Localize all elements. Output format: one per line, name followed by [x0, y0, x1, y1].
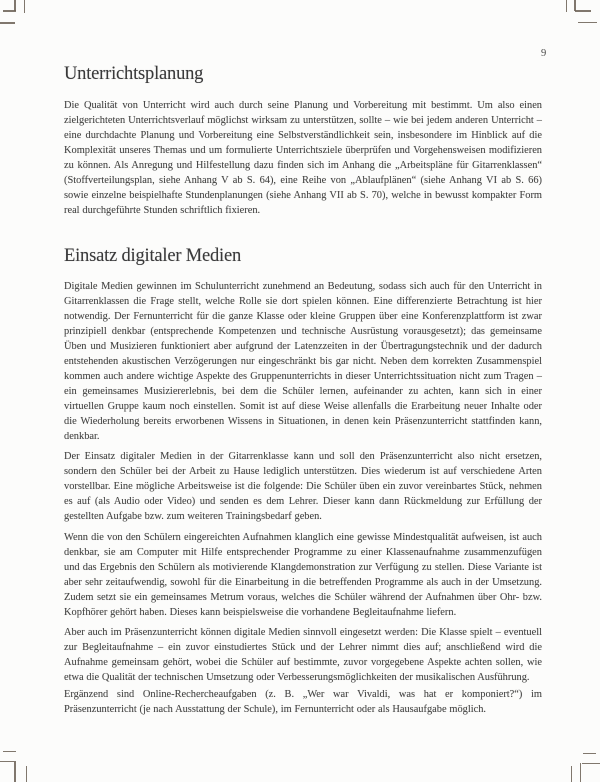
crop-mark-line — [24, 0, 26, 13]
crop-mark-line — [580, 763, 582, 782]
paragraph-praesenzunterricht-ersatz: Der Einsatz digitaler Medien in der Gitarrenklasse kann und soll den Präsenzunterricht also nicht ersetzen, sondern den Schüler bei der Arbeit zu Hause lediglich unterstützen. Dies wiederum ist auf verschiedene Arten vorstellbar. Eine mögliche Arbeitsweise ist die folgende: Die Schüler üben ein zuvor vereinbartes Stück, nehmen es auf (als Audio oder Video) und senden es dem Lehrer. Dieser kann dann Rückmeldung zur Erfüllung der gestellten Aufgabe bzw. zum weiteren Trainingsbedarf geben. — [64, 451, 542, 523]
paragraph-digitale-medien: Digitale Medien gewinnen im Schulunterricht zunehmend an Bedeutung, sodass sich auch für den Unterricht in Gitarrenklassen die Frage stellt, welche Rolle sie dort spielen können. Eine differenzierte Betrachtung ist hier notwendig. Der Fernunterricht für die ganze Klasse oder kleine Gruppen über eine Konferenzplattform ist zwar prinzipiell denkbar (entsprechende Kompetenzen und technische Ausrüstung vorausgesetzt); das gemeinsame Üben und Musizieren funktioniert aber aufgrund der Latenzzeiten in der Übertragungstechnik und der dadurch entstehenden akustischen Verzögerungen nur eingeschränkt bis gar nicht. Neben dem korrekten Zusammenspiel kommen auch andere wichtige Aspekte des Gruppenunterrichts in dieser Unterrichtssituation nicht zum Tragen – ein gemeinsames Musiziererlebnis, bei dem die Schüler lernen, aufeinander zu achten, kann sich in einer virtuellen Gruppe kaum noch einstellen. Somit ist auf diese Weise allenfalls die Erarbeitung neuer Inhalte oder die Wiederholung bereits erworbenen Wissens in Situationen, in denen kein Präsenzunterricht stattfinden kann, denkbar. — [64, 281, 542, 443]
crop-mark-line — [566, 0, 568, 12]
text-column — [64, 0, 542, 717]
section-heading-unterrichtsplanung: Unterrichtsplanung — [64, 64, 204, 84]
crop-mark-line — [3, 10, 16, 12]
crop-mark-line — [0, 22, 15, 24]
paragraph-aufnahme-im-praesenzunterricht: Aber auch im Präsenzunterricht können digitale Medien sinnvoll eingesetzt werden: Die Klasse spielt – eventuell zur Begleitaufnahme – ein zuvor einstudiertes Stück und der Lehrer nimmt dies auf; anschließend wird die Aufnahme gemeinsam gehört, wobei die Schüler auf bestimmte, zuvor vorgegebene Aspekte achten sollen, wie etwa die Qualität der technischen Umsetzung oder Verbesserungsmöglichkeiten der musikalischen Ausführung. — [64, 627, 542, 684]
paragraph-planung: Die Qualität von Unterricht wird auch durch seine Planung und Vorbereitung mit bestimmt. Um also einen zielgerichteten Unterrichtsverlauf möglichst wirksam zu unterstützen, sollte – wie bei jedem anderen Unterricht – eine durchdachte Planung und Vorbereitung eine Selbstverständlichkeit sein, insbesondere im Hinblick auf die Komplexität unseres Themas und um formulierte Unterrichtsziele überprüfen und Vorgehensweisen modifizieren zu können. Als Anregung und Hilfestellung dazu finden sich im Anhang die „Arbeitspläne für Gitarrenklassen“ (Stoffverteilungsplan, siehe Anhang V ab S. 64), eine Reihe von „Ablaufplänen“ (siehe Anhang VI ab S. 66) sowie einzelne beispielhafte Stundenplanungen (siehe Anhang VII ab S. 70), welche in bewusst kompakter Form real durchgeführte Stunden schriftlich fixieren. — [64, 100, 542, 217]
crop-mark-line — [582, 763, 600, 765]
crop-mark-line — [571, 766, 573, 782]
crop-mark-line — [26, 766, 28, 782]
crop-mark-line — [578, 22, 597, 24]
crop-mark-line — [575, 10, 591, 12]
page-number: 9 — [541, 48, 547, 59]
crop-mark-line — [0, 761, 14, 763]
paragraph-klassenaufnahme: Wenn die von den Schülern eingereichten Aufnahmen klanglich eine gewisse Mindestqualität aufweisen, ist auch denkbar, sie am Computer mit Hilfe entsprechender Programme zu einer Klassenaufnahme zusammenzufügen und das Ergebnis den Schülern als motivierende Klangdemonstration zur Verfügung zu stellen. Diese Variante ist aber sehr zeitaufwendig, sowohl für die Einarbeitung in die betreffenden Programme als auch in der Umsetzung. Zudem setzt sie ein gemeinsames Metrum voraus, welches die Schüler während der Aufnahmen über Ohr- bzw. Kopfhörer gehört haben. Dieses kann beispielsweise die vorhandene Begleitaufnahme liefern. — [64, 532, 542, 619]
crop-mark-line — [14, 761, 16, 782]
crop-mark-line — [3, 751, 16, 753]
paragraph-online-recherche: Ergänzend sind Online-Rechercheaufgaben (z. B. „Wer war Vivaldi, was hat er komponiert?“) im Präsenzunterricht (je nach Ausstattung der Schule), im Fernunterricht oder als Hausaufgabe möglich. — [64, 689, 542, 716]
crop-mark-line — [583, 753, 596, 755]
section-heading-einsatz-digitaler-medien: Einsatz digitaler Medien — [64, 246, 242, 267]
